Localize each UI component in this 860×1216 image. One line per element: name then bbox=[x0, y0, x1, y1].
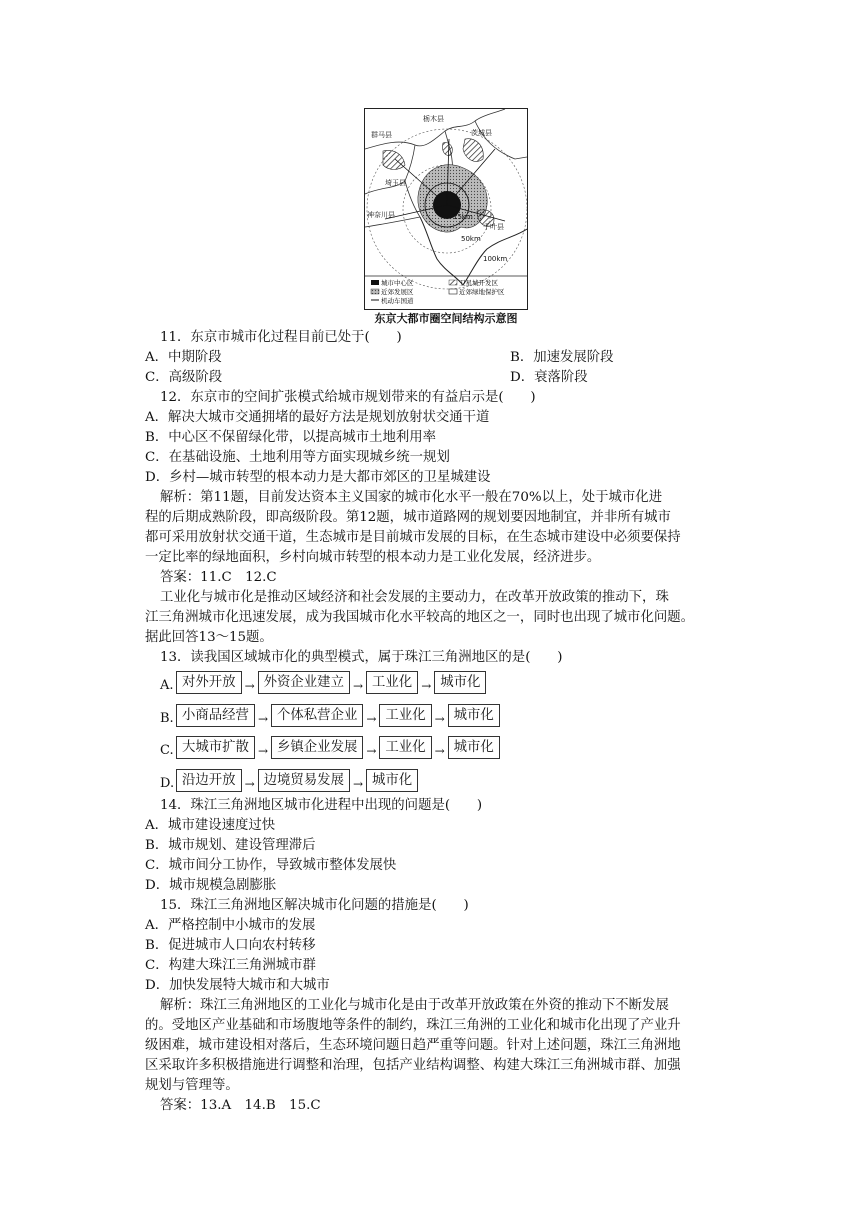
q12-option-d: D．乡村—城市转型的根本动力是大都市郊区的卫星城建设 bbox=[145, 470, 491, 485]
intro-line: 据此回答13～15题。 bbox=[145, 630, 273, 645]
answer1: 答案：11.C 12.C bbox=[160, 570, 277, 585]
q12-option-c: C．在基础设施、土地利用等方面实现城乡统一规划 bbox=[145, 450, 450, 465]
label-tochigi: 栃木县 bbox=[423, 115, 444, 123]
analysis1-line: 一定比率的绿地面积，乡村向城市转型的根本动力是工业化发展，经济进步。 bbox=[145, 550, 601, 565]
label-50km: 50km bbox=[461, 235, 481, 243]
arrow-icon: → bbox=[257, 744, 269, 758]
q14-option-d: D．城市规模急剧膨胀 bbox=[145, 878, 277, 893]
label-gunma: 群马县 bbox=[371, 131, 392, 139]
flow-step: 工业化 bbox=[366, 671, 418, 694]
q14-option-c: C．城市间分工协作，导致城市整体发展快 bbox=[145, 858, 397, 873]
q11-option-a: A．中期阶段 bbox=[145, 350, 222, 365]
label-15km: 15km bbox=[453, 213, 473, 221]
label-chiba: 千叶县 bbox=[483, 223, 504, 231]
q15-stem: 15．珠江三角洲地区解决城市化问题的措施是( ) bbox=[160, 898, 469, 913]
analysis2-line: 的。受地区产业基础和市场腹地等条件的制约，珠江三角洲的工业化和城市化出现了产业升 bbox=[145, 1018, 681, 1033]
arrow-icon: → bbox=[352, 679, 364, 693]
option-label: A. bbox=[160, 677, 174, 693]
legend-suburban: 近郊发展区 bbox=[381, 288, 414, 296]
flow-step: 城市化 bbox=[448, 736, 500, 759]
legend-highway: 机动车国道 bbox=[381, 297, 414, 305]
legend-satellite: 卫星城开发区 bbox=[459, 279, 498, 287]
arrow-icon: → bbox=[434, 712, 445, 726]
option-label: B. bbox=[160, 710, 174, 726]
arrow-icon: → bbox=[434, 744, 445, 758]
flow-step: 乡镇企业发展 bbox=[271, 736, 363, 759]
option-label: C. bbox=[160, 742, 174, 758]
label-ibaraki: 茨城县 bbox=[471, 129, 492, 137]
analysis2-line: 规划与管理等。 bbox=[145, 1078, 239, 1093]
flow-step: 城市化 bbox=[448, 704, 500, 727]
tokyo-metro-map bbox=[364, 108, 528, 310]
arrow-icon: → bbox=[244, 777, 255, 791]
analysis1-line: 解析：第11题，目前发达资本主义国家的城市化水平一般在70%以上，处于城市化进 bbox=[160, 490, 663, 505]
answer2: 答案：13.A 14.B 15.C bbox=[160, 1098, 321, 1113]
flow-step: 工业化 bbox=[379, 736, 431, 759]
q12-option-b: B．中心区不保留绿化带，以提高城市土地利用率 bbox=[145, 430, 437, 445]
intro-line: 江三角洲城市化迅速发展，成为我国城市化水平较高的地区之一，同时也出现了城市化问题。 bbox=[145, 610, 695, 625]
map-graphic bbox=[365, 109, 527, 309]
map-legend bbox=[365, 276, 527, 305]
q13-stem: 13．读我国区域城市化的典型模式，属于珠江三角洲地区的是( ) bbox=[160, 650, 563, 665]
arrow-icon: → bbox=[257, 712, 269, 726]
label-100km: 100km bbox=[483, 255, 508, 263]
option-label: D. bbox=[160, 775, 175, 791]
label-kanagawa: 神奈川县 bbox=[367, 211, 395, 219]
flow-step: 城市化 bbox=[366, 769, 418, 792]
analysis1-line: 都可采用放射状交通干道，生态城市是目前城市发展的目标，在生态城市建设中必须要保持 bbox=[145, 530, 681, 545]
label-saitama: 埼玉县 bbox=[385, 179, 406, 187]
q11-stem: 11．东京市城市化过程目前已处于( ) bbox=[160, 330, 402, 345]
flow-step: 外资企业建立 bbox=[258, 671, 350, 694]
arrow-icon: → bbox=[421, 679, 432, 693]
flow-step: 个体私营企业 bbox=[271, 704, 363, 727]
flow-step: 边境贸易发展 bbox=[258, 769, 350, 792]
flow-step: 沿边开放 bbox=[176, 769, 242, 792]
analysis2-line: 区采取许多积极措施进行调整和治理，包括产业结构调整、构建大珠江三角洲城市群、加强 bbox=[145, 1058, 681, 1073]
q13-option-d bbox=[160, 768, 418, 792]
flow-step: 城市化 bbox=[434, 671, 486, 694]
flow-step: 大城市扩散 bbox=[176, 736, 255, 759]
q13-option-a bbox=[160, 670, 486, 694]
q15-option-c: C．构建大珠江三角洲城市群 bbox=[145, 958, 316, 973]
q11-option-d: D．衰落阶段 bbox=[510, 370, 588, 385]
analysis2-line: 级困难，城市建设相对落后，生态环境问题日趋严重等问题。针对上述问题，珠江三角洲地 bbox=[145, 1038, 681, 1053]
flow-step: 工业化 bbox=[379, 704, 431, 727]
q14-option-a: A．城市建设速度过快 bbox=[145, 818, 276, 833]
q12-stem: 12．东京市的空间扩张模式给城市规划带来的有益启示是( ) bbox=[160, 390, 536, 405]
arrow-icon: → bbox=[352, 777, 364, 791]
arrow-icon: → bbox=[244, 679, 255, 693]
legend-greenbelt: 近郊绿地保护区 bbox=[459, 288, 505, 296]
analysis1-line: 程的后期成熟阶段，即高级阶段。第12题，城市道路网的规划要因地制宜，并非所有城市 bbox=[145, 510, 671, 525]
q11-option-b: B．加速发展阶段 bbox=[510, 350, 614, 365]
q12-option-a: A．解决大城市交通拥堵的最好方法是规划放射状交通干道 bbox=[145, 410, 490, 425]
arrow-icon: → bbox=[366, 712, 377, 726]
intro-line: 工业化与城市化是推动区域经济和社会发展的主要动力，在改革开放政策的推动下，珠 bbox=[160, 590, 669, 605]
q15-option-b: B．促进城市人口向农村转移 bbox=[145, 938, 316, 953]
legend-urban-center: 城市中心区 bbox=[381, 279, 414, 287]
flow-step: 小商品经营 bbox=[176, 704, 255, 727]
flow-step: 对外开放 bbox=[176, 671, 242, 694]
q11-option-c: C．高级阶段 bbox=[145, 370, 223, 385]
analysis2-line: 解析：珠江三角洲地区的工业化与城市化是由于改革开放政策在外资的推动下不断发展 bbox=[160, 998, 669, 1013]
arrow-icon: → bbox=[366, 744, 377, 758]
map-title: 东京大都市圈空间结构示意图 bbox=[374, 312, 518, 325]
q15-option-d: D．加快发展特大城市和大城市 bbox=[145, 978, 330, 993]
q15-option-a: A．严格控制中小城市的发展 bbox=[145, 918, 316, 933]
q13-option-b bbox=[160, 703, 500, 727]
q14-stem: 14．珠江三角洲地区城市化进程中出现的问题是( ) bbox=[160, 798, 483, 813]
q13-option-c bbox=[160, 735, 500, 759]
q14-option-b: B．城市规划、建设管理滞后 bbox=[145, 838, 316, 853]
